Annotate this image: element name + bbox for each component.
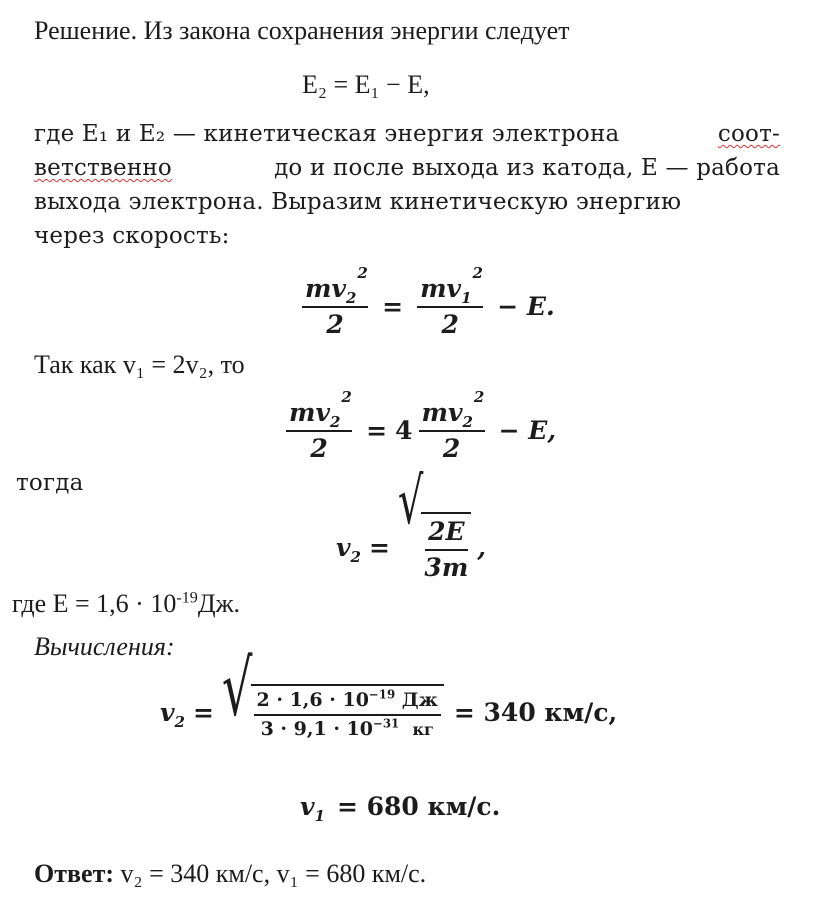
since-line: Так как v₁ = 2v₂, то xyxy=(34,350,245,379)
fraction-lhs: $mv_2$ 2 2 xyxy=(302,274,368,339)
paragraph-line-1-hyphenated: соот- xyxy=(717,121,780,147)
energy-equation: E₂ = E₁ − E, xyxy=(302,70,430,99)
fraction-rhs: $mv_2$ 2 2 xyxy=(419,398,485,463)
velocity-formula: v $_2$ = √ $\frac{2E}{3m}$ , xyxy=(336,465,486,582)
paragraph-line-1 xyxy=(34,117,780,151)
paragraph-line-2-word: ветственно xyxy=(34,155,172,181)
result-v1: v $_1$ = 680 км/с. xyxy=(300,792,501,825)
then-word: тогда xyxy=(16,470,84,496)
solution-intro-line: Решение. Из закона сохранения энергии следует xyxy=(34,16,570,45)
paragraph-line-3-text: выхода электрона. Выразим кинетическую энергию xyxy=(34,189,682,215)
paragraph-line-4: через скорость: xyxy=(34,223,230,249)
numeric-calculation-v2: v $_2$ = √ $\frac{2 \cdot 1,6 \cdot 10^{-19} Дж}{3 \cdot 9,1 \cdot 10^{-31} кг}$ = 340 км/с, xyxy=(160,644,618,740)
paragraph-line-1-text: где E₁ и E₂ — кинетическая энергия электрона xyxy=(34,121,620,147)
calculations-heading: Вычисления: xyxy=(34,632,175,661)
square-root: √ $\frac{2 \cdot 1,6 \cdot 10^{-19} Дж}{3 \cdot 9,1 \cdot 10^{-31} кг}$ xyxy=(222,684,444,740)
answer-text: v₂ = 340 км/с, v₁ = 680 км/с. xyxy=(120,859,427,888)
paragraph-line-2 xyxy=(34,151,780,185)
kinetic-energy-equation: $mv_2$ 2 2 = $mv_1$ 2 2 − E. xyxy=(296,274,555,339)
answer-line xyxy=(34,859,426,889)
square-root: √ $\frac{2E}{3m}$ xyxy=(398,512,471,582)
fraction-rhs: $mv_1$ 2 2 xyxy=(417,274,483,339)
paragraph-line-2-text: до и после выхода из катода, E — работа xyxy=(274,155,780,181)
given-work-function: где $E = 1,6 \cdot 10^{-19}Дж$. xyxy=(12,589,241,618)
paragraph-line-3 xyxy=(34,185,780,219)
answer-label: Ответ: xyxy=(34,859,115,888)
fraction-lhs: $mv_2$ 2 2 xyxy=(286,398,352,463)
velocity-relation-equation: $mv_2$ 2 2 = 4 $mv_2$ 2 2 − E, xyxy=(280,398,556,463)
